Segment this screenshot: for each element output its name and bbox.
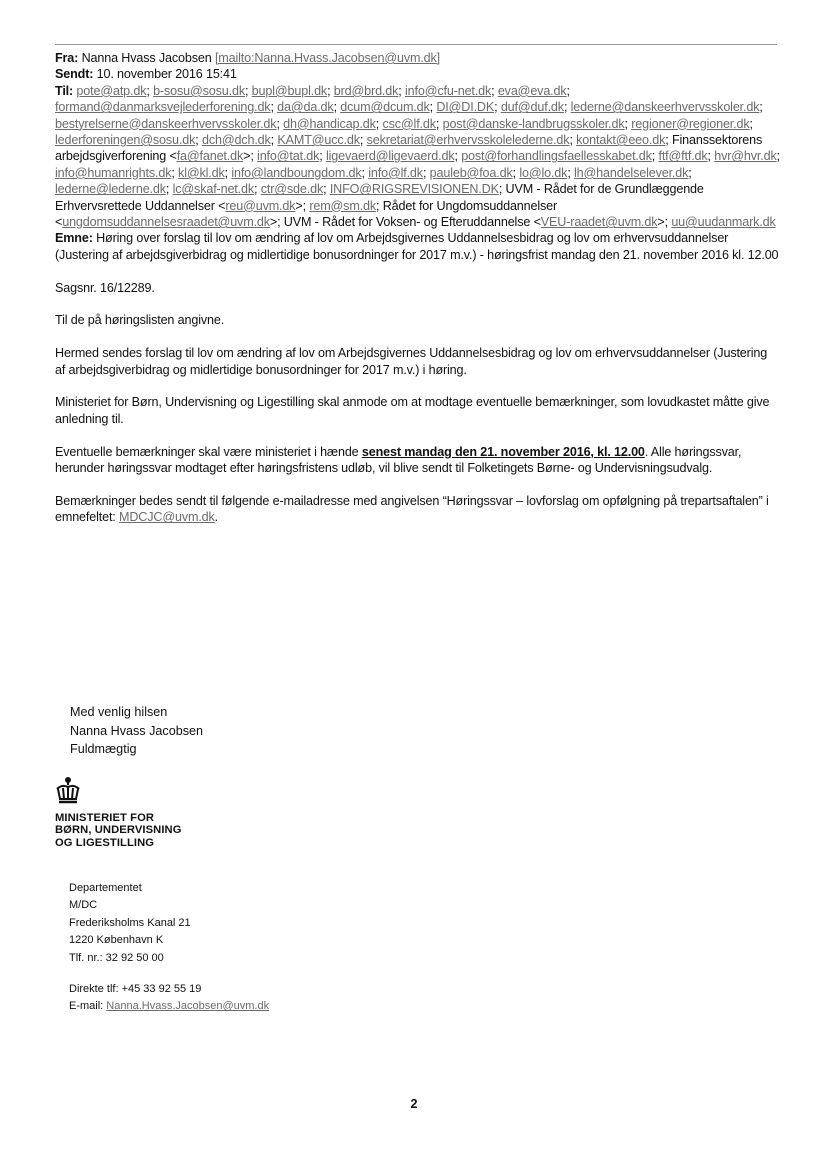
email-header [55, 50, 780, 542]
recipient-link[interactable]: formand@danmarksvejlederforening.dk [55, 100, 271, 115]
recipient-link[interactable]: reu@uvm.dk [225, 198, 296, 213]
recipient-link[interactable]: b-sosu@sosu.dk [153, 83, 245, 98]
recipient-name: UVM - Rådet for de Grundlæggende Erhvervsrettede Uddannelser [55, 182, 704, 213]
reply-email-link[interactable]: MDCJC@uvm.dk [119, 510, 215, 525]
recipient-link[interactable]: lederne@danskeerhvervsskoler.dk [570, 100, 760, 115]
recipient-link[interactable]: post@danske-landbrugsskoler.dk [442, 116, 625, 131]
contact-email-label: E-mail: [69, 1000, 107, 1013]
recipient-name: Rådet for Ungdomsuddannelser [382, 198, 558, 213]
sent-line [55, 66, 780, 82]
sent-value: 10. november 2016 15:41 [96, 67, 237, 82]
ministry-line-2: BØRN, UNDERVISNING [55, 824, 182, 837]
recipient-link[interactable]: hvr@hvr.dk [714, 149, 777, 164]
paragraph-3-text-end: . Alle høringssvar, herunder høringssvar modtaget efter høringsfristens udløb, vil blive sendt til Folketingets Børne- og Undervisningsudvalg. [55, 444, 742, 476]
recipient-link[interactable]: lederforeningen@sosu.dk [55, 133, 196, 148]
recipient-link[interactable]: ligevaerd@ligevaerd.dk [326, 149, 455, 164]
recipient-link[interactable]: DI@DI.DK [436, 100, 495, 115]
recipient-link[interactable]: lc@skaf-net.dk [172, 182, 255, 197]
recipient-link[interactable]: duf@duf.dk [500, 100, 564, 115]
paragraph-3-text: Eventuelle bemærkninger skal være ministeriet i hænde [55, 444, 362, 459]
from-mailto-link[interactable]: [mailto:Nanna.Hvass.Jacobsen@uvm.dk] [214, 51, 441, 65]
address-phone: Tlf. nr.: 32 92 50 00 [69, 951, 164, 964]
paragraph-2: Ministeriet for Børn, Undervisning og Ligestilling skal anmode om at modtage eventuelle bemærkninger, som lovudkastet måtte give anledning til. [55, 395, 770, 426]
case-number: Sagsnr. 16/12289. [55, 280, 155, 295]
from-line [55, 50, 780, 66]
recipient-link[interactable]: ungdomsuddannelsesraadet@uvm.dk [62, 215, 270, 230]
page-number: 2 [410, 1097, 418, 1111]
ministry-line-3: OG LIGESTILLING [55, 836, 155, 849]
signature-closing: Med venlig hilsen [70, 705, 168, 719]
recipient-link[interactable]: rem@sm.dk [309, 198, 377, 213]
recipient-link[interactable]: da@da.dk [277, 100, 334, 115]
recipient-link[interactable]: info@landboungdom.dk [231, 165, 362, 180]
email-body [55, 280, 780, 526]
crown-icon [53, 776, 83, 806]
to-line: Til: pote@atp.dk; b-sosu@sosu.dk; bupl@bupl.dk; brd@brd.dk; info@cfu-net.dk; eva@eva.dk; formand@danmarksvejlederforening.dk; da@da.dk; dcum@dcum.dk; DI@DI.DK; duf@duf.dk; lederne@danskeerhvervsskoler.dk; bestyrelserne@danskeerhvervsskoler.dk; dh@handicap.dk; csc@lf.dk; post@danske-landbrugsskoler.dk; regioner@regioner.dk; lederforeningen@sosu.dk; dch@dch.dk; KAMT@ucc.dk; sekretariat@erhvervsskolelederne.dk; kontakt@eeo.dk; Finanssektorens arbejdsgiverforening <fa@fanet.dk>; info@tat.dk; ligevaerd@ligevaerd.dk; post@forhandlingsfaellesskabet.dk; ftf@ftf.dk; hvr@hvr.dk; info@humanrights.dk; kl@kl.dk; info@landboungdom.dk; info@lf.dk; pauleb@foa.dk; lo@lo.dk; lh@handelselever.dk; lederne@lederne.dk; lc@skaf-net.dk; ctr@sde.dk; INFO@RIGSREVISIONEN.DK; UVM - Rådet for de Grundlæggende Erhvervsrettede Uddannelser <reu@uvm.dk>; rem@sm.dk; Rådet for Ungdomsuddannelser <ungdomsuddannelsesraadet@uvm.dk>; UVM - Rådet for Voksen- og Efteruddannelse <VEU-raadet@uvm.dk>; uu@uudanmark.dk [55, 83, 780, 230]
address-city: 1220 København K [69, 934, 164, 947]
recipient-link[interactable]: pote@atp.dk [76, 83, 147, 98]
recipient-link[interactable]: dh@handicap.dk [283, 116, 376, 131]
recipient-link[interactable]: lederne@lederne.dk [55, 182, 166, 197]
from-label: Fra: [55, 51, 79, 65]
contact-email-line [69, 998, 269, 1015]
deadline-text: senest mandag den 21. november 2016, kl. 12.00 [361, 444, 645, 459]
recipient-link[interactable]: KAMT@ucc.dk [277, 133, 360, 148]
signature-title: Fuldmægtig [70, 742, 137, 757]
recipient-link[interactable]: kontakt@eeo.dk [576, 133, 666, 148]
from-name: Nanna Hvass Jacobsen [81, 51, 212, 65]
greeting: Til de på høringslisten angivne. [55, 313, 225, 328]
address-street: Frederiksholms Kanal 21 [69, 916, 191, 929]
recipient-link[interactable]: bestyrelserne@danskeerhvervsskoler.dk [55, 116, 277, 131]
address-block [69, 880, 191, 967]
recipient-link[interactable]: ftf@ftf.dk [658, 149, 708, 164]
signature [70, 703, 203, 759]
recipient-link[interactable]: brd@brd.dk [333, 83, 399, 98]
subject-line [55, 230, 780, 263]
paragraph-4 [55, 493, 780, 526]
direct-phone: Direkte tlf: +45 33 92 55 19 [69, 983, 202, 995]
address-office: M/DC [69, 899, 98, 912]
recipient-link[interactable]: fa@fanet.dk [176, 149, 244, 164]
recipient-name: Finanssektorens arbejdsgiverforening [55, 133, 763, 164]
signature-name: Nanna Hvass Jacobsen [70, 723, 204, 738]
recipient-link[interactable]: csc@lf.dk [382, 116, 436, 131]
recipient-link[interactable]: regioner@regioner.dk [631, 116, 750, 131]
recipient-link[interactable]: sekretariat@erhvervsskolelederne.dk [366, 133, 570, 148]
paragraph-4-text: Bemærkninger bedes sendt til følgende e-mailadresse med angivelsen “Høringssvar – lovforslag om opfølgning på trepartsaftalen” i emnefeltet: [55, 493, 769, 525]
recipient-link[interactable]: VEU-raadet@uvm.dk [540, 215, 658, 230]
recipient-link[interactable]: kl@kl.dk [178, 165, 225, 180]
paragraph-1: Hermed sendes forslag til lov om ændring af lov om Arbejdsgivernes Uddannelsesbidrag og lov om erhvervsuddannelser (Justering af arbejdsgiverbidrag og midlertidige bonusordninger for 2017 m.v.) i høring. [55, 346, 768, 377]
paragraph-4-text-end: . [214, 510, 219, 525]
subject-text: Høring over forslag til lov om ændring af lov om Arbejdsgivernes Uddannelsesbidrag og lov om erhvervsuddannelser (Justering af arbejdsgiverbidrag og midlertidige bonusordninger for 2017 m.v.) - høringsfrist mandag den 21. november 2016 kl. 12.00 [55, 231, 779, 262]
sent-label: Sendt: [55, 67, 94, 82]
recipient-link[interactable]: pauleb@foa.dk [429, 165, 513, 180]
to-label: Til: [55, 83, 74, 98]
recipient-name: UVM - Rådet for Voksen- og Efteruddannelse [283, 215, 531, 230]
recipient-link[interactable]: info@humanrights.dk [55, 165, 172, 180]
ministry-logo-text [55, 812, 182, 849]
subject-label: Emne: [55, 231, 93, 246]
recipient-link[interactable]: dch@dch.dk [201, 133, 271, 148]
recipient-link[interactable]: info@tat.dk [257, 149, 320, 164]
header-divider [55, 44, 777, 45]
recipient-link[interactable]: lo@lo.dk [519, 165, 568, 180]
recipient-link[interactable]: ctr@sde.dk [260, 182, 324, 197]
recipient-link[interactable]: bupl@bupl.dk [251, 83, 328, 98]
paragraph-3 [55, 444, 780, 477]
recipient-link[interactable]: post@forhandlingsfaellesskabet.dk [461, 149, 652, 164]
recipient-link[interactable]: info@lf.dk [368, 165, 423, 180]
recipient-link[interactable]: lh@handelselever.dk [574, 165, 689, 180]
contact-email-link[interactable]: Nanna.Hvass.Jacobsen@uvm.dk [106, 1000, 270, 1013]
ministry-line-1: MINISTERIET FOR [55, 812, 155, 824]
recipient-link[interactable]: uu@uudanmark.dk [671, 215, 776, 230]
contact-block [69, 981, 269, 1016]
recipient-link[interactable]: dcum@dcum.dk [340, 100, 430, 115]
recipient-link[interactable]: INFO@RIGSREVISIONEN.DK [329, 182, 499, 197]
address-department: Departementet [69, 882, 142, 894]
recipient-link[interactable]: eva@eva.dk [497, 83, 567, 98]
recipient-link[interactable]: info@cfu-net.dk [404, 83, 492, 98]
